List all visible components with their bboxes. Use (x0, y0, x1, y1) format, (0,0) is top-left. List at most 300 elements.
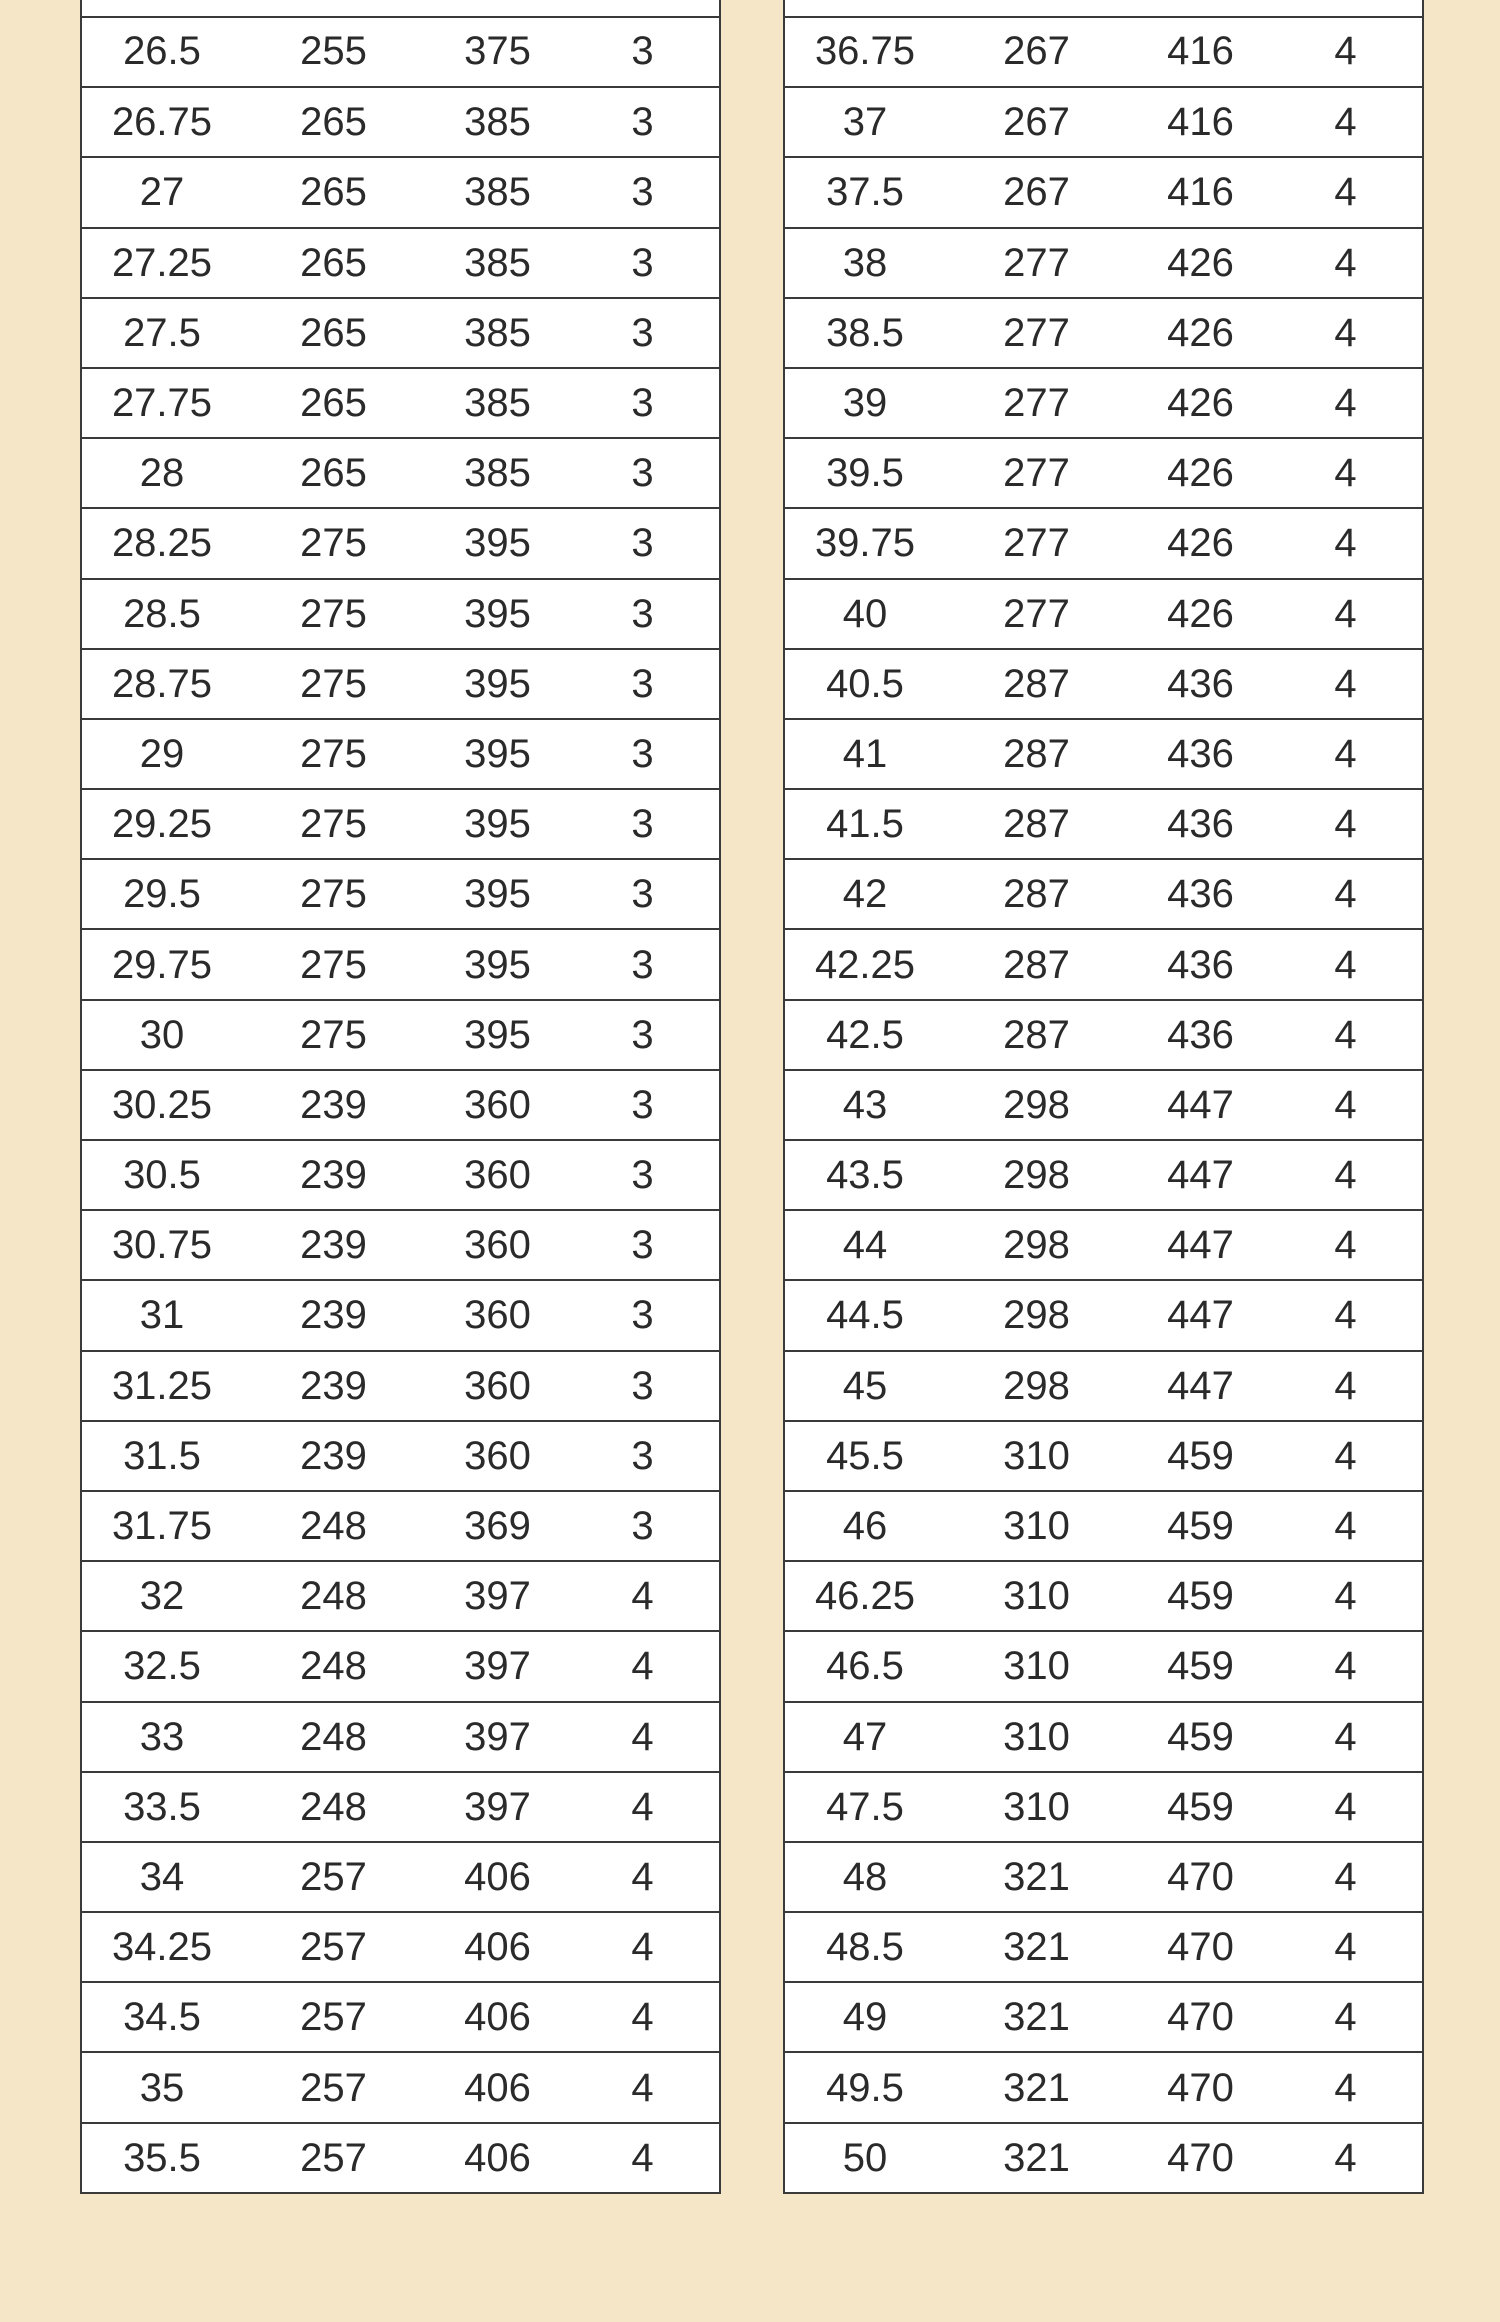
table-row (785, 507, 1422, 577)
table-cell: 3 (631, 381, 654, 426)
table-cell: 385 (464, 170, 531, 215)
table-row (785, 16, 1422, 86)
table-cell: 277 (1003, 451, 1070, 496)
table-row (785, 1981, 1422, 2051)
table-cell: 277 (1003, 381, 1070, 426)
table-cell: 275 (300, 661, 367, 706)
table-cell: 28.25 (111, 521, 213, 566)
table-row (82, 928, 719, 998)
table-cell: 4 (1334, 1574, 1357, 1619)
table-cell: 31.75 (111, 1504, 213, 1549)
table-cell: 287 (1003, 872, 1070, 917)
table-cell: 4 (1334, 1854, 1357, 1899)
table-cell: 4 (1334, 731, 1357, 776)
table-cell: 265 (300, 381, 367, 426)
table-cell: 3 (631, 731, 654, 776)
table-row (785, 1420, 1422, 1490)
table-row (82, 2122, 719, 2192)
table-cell: 267 (1003, 170, 1070, 215)
table-cell: 4 (1334, 1433, 1357, 1478)
table-cell: 397 (464, 1784, 531, 1829)
table-cell: 395 (464, 591, 531, 636)
table-cell: 4 (1334, 1012, 1357, 1057)
table-cell: 43 (842, 1082, 888, 1127)
table-cell: 239 (300, 1223, 367, 1268)
table-row (785, 788, 1422, 858)
table-cell: 275 (300, 1012, 367, 1057)
table-cell: 4 (1334, 1714, 1357, 1759)
table-cell: 360 (464, 1293, 531, 1338)
table-cell: 459 (1167, 1644, 1234, 1689)
table-row (785, 1841, 1422, 1911)
table-cell: 27.75 (111, 381, 213, 426)
table-cell: 4 (631, 1784, 654, 1829)
table-row (82, 858, 719, 928)
table-row (785, 297, 1422, 367)
table-cell: 4 (1334, 1082, 1357, 1127)
table-cell: 385 (464, 451, 531, 496)
table-cell: 248 (300, 1714, 367, 1759)
table-cell: 3 (631, 1504, 654, 1549)
table-cell: 34.5 (123, 1995, 201, 2040)
table-row (82, 2051, 719, 2121)
table-cell: 267 (1003, 29, 1070, 74)
table-row (82, 1069, 719, 1139)
table-cell: 397 (464, 1714, 531, 1759)
table-row (785, 999, 1422, 1069)
table-cell: 4 (631, 1925, 654, 1970)
table-cell: 265 (300, 100, 367, 145)
table-cell: 4 (1334, 381, 1357, 426)
table-cell: 4 (1334, 310, 1357, 355)
table-cell: 257 (300, 1925, 367, 1970)
table-cell: 4 (1334, 2135, 1357, 2180)
table-cell: 4 (1334, 661, 1357, 706)
table-cell: 321 (1003, 1854, 1070, 1899)
table-cell: 28.75 (111, 661, 213, 706)
table-row (82, 788, 719, 858)
table-top-edge (80, 0, 721, 18)
table-cell: 277 (1003, 310, 1070, 355)
table-row (82, 437, 719, 507)
table-row (785, 1701, 1422, 1771)
table-row (785, 578, 1422, 648)
table-cell: 32.5 (123, 1644, 201, 1689)
table-cell: 47.5 (826, 1784, 904, 1829)
table-cell: 248 (300, 1644, 367, 1689)
table-cell: 48 (842, 1854, 888, 1899)
table-row (82, 297, 719, 367)
table-cell: 395 (464, 872, 531, 917)
table-cell: 49.5 (826, 2065, 904, 2110)
table-cell: 3 (631, 1153, 654, 1198)
table-cell: 3 (631, 1433, 654, 1478)
table-cell: 360 (464, 1153, 531, 1198)
table-row (82, 1279, 719, 1349)
table-row (82, 1630, 719, 1700)
table-cell: 45.5 (826, 1433, 904, 1478)
table-cell: 416 (1167, 170, 1234, 215)
table-cell: 29.75 (111, 942, 213, 987)
table-row (82, 1841, 719, 1911)
table-cell: 321 (1003, 1995, 1070, 2040)
table-cell: 459 (1167, 1574, 1234, 1619)
table-cell: 4 (1334, 802, 1357, 847)
table-cell: 27 (139, 170, 185, 215)
table-cell: 4 (1334, 942, 1357, 987)
table-cell: 37.5 (826, 170, 904, 215)
table-row (785, 1209, 1422, 1279)
table-cell: 4 (1334, 100, 1357, 145)
table-cell: 310 (1003, 1504, 1070, 1549)
table-cell: 397 (464, 1574, 531, 1619)
table-cell: 26.75 (111, 100, 213, 145)
table-cell: 406 (464, 1925, 531, 1970)
table-cell: 436 (1167, 731, 1234, 776)
table-cell: 3 (631, 872, 654, 917)
table-row (82, 999, 719, 1069)
table-row (785, 718, 1422, 788)
table-row (82, 1209, 719, 1279)
table-cell: 4 (1334, 1153, 1357, 1198)
table-row (785, 1560, 1422, 1630)
table-cell: 47 (842, 1714, 888, 1759)
table-cell: 31.25 (111, 1363, 213, 1408)
table-cell: 42.25 (814, 942, 916, 987)
table-cell: 426 (1167, 310, 1234, 355)
table-top-edge (783, 0, 1424, 18)
table-row (785, 1490, 1422, 1560)
table-row (82, 718, 719, 788)
table-cell: 298 (1003, 1223, 1070, 1268)
table-cell: 30.75 (111, 1223, 213, 1268)
table-cell: 395 (464, 1012, 531, 1057)
table-cell: 33 (139, 1714, 185, 1759)
table-cell: 4 (1334, 2065, 1357, 2110)
table-cell: 470 (1167, 2065, 1234, 2110)
table-cell: 39.5 (826, 451, 904, 496)
table-cell: 298 (1003, 1293, 1070, 1338)
table-cell: 4 (1334, 1784, 1357, 1829)
table-cell: 30.25 (111, 1082, 213, 1127)
table-cell: 30.5 (123, 1153, 201, 1198)
table-cell: 3 (631, 591, 654, 636)
table-cell: 436 (1167, 1012, 1234, 1057)
table-cell: 4 (631, 1574, 654, 1619)
table-cell: 267 (1003, 100, 1070, 145)
table-cell: 277 (1003, 240, 1070, 285)
table-row (82, 1420, 719, 1490)
table-cell: 34 (139, 1854, 185, 1899)
table-cell: 33.5 (123, 1784, 201, 1829)
table-cell: 310 (1003, 1644, 1070, 1689)
table-cell: 321 (1003, 1925, 1070, 1970)
table-cell: 42 (842, 872, 888, 917)
left-table (80, 16, 721, 2194)
table-cell: 385 (464, 240, 531, 285)
table-cell: 4 (1334, 1644, 1357, 1689)
table-cell: 321 (1003, 2065, 1070, 2110)
table-row (82, 1771, 719, 1841)
table-row (785, 648, 1422, 718)
table-cell: 310 (1003, 1784, 1070, 1829)
table-cell: 360 (464, 1433, 531, 1478)
table-row (785, 86, 1422, 156)
table-cell: 4 (631, 2135, 654, 2180)
table-cell: 395 (464, 661, 531, 706)
table-row (82, 578, 719, 648)
table-cell: 406 (464, 2135, 531, 2180)
table-cell: 248 (300, 1574, 367, 1619)
table-cell: 4 (631, 1644, 654, 1689)
table-cell: 28 (139, 451, 185, 496)
table-row (785, 367, 1422, 437)
table-cell: 3 (631, 240, 654, 285)
table-row (82, 1139, 719, 1209)
table-row (82, 1350, 719, 1420)
table-cell: 385 (464, 100, 531, 145)
table-cell: 39.75 (814, 521, 916, 566)
table-cell: 4 (1334, 1223, 1357, 1268)
table-cell: 459 (1167, 1784, 1234, 1829)
table-cell: 40.5 (826, 661, 904, 706)
table-cell: 257 (300, 2135, 367, 2180)
table-cell: 4 (1334, 29, 1357, 74)
table-cell: 4 (631, 1854, 654, 1899)
table-cell: 265 (300, 310, 367, 355)
table-row (785, 1069, 1422, 1139)
table-cell: 27.25 (111, 240, 213, 285)
table-cell: 397 (464, 1644, 531, 1689)
table-cell: 239 (300, 1153, 367, 1198)
table-row (785, 1771, 1422, 1841)
table-cell: 50 (842, 2135, 888, 2180)
table-row (82, 507, 719, 577)
table-cell: 3 (631, 1293, 654, 1338)
table-cell: 310 (1003, 1714, 1070, 1759)
table-cell: 4 (1334, 872, 1357, 917)
table-row (82, 227, 719, 297)
table-cell: 265 (300, 451, 367, 496)
table-cell: 3 (631, 1012, 654, 1057)
table-cell: 46.5 (826, 1644, 904, 1689)
table-cell: 426 (1167, 381, 1234, 426)
table-row (785, 1139, 1422, 1209)
table-row (785, 227, 1422, 297)
table-cell: 42.5 (826, 1012, 904, 1057)
table-cell: 38 (842, 240, 888, 285)
table-cell: 257 (300, 1995, 367, 2040)
table-cell: 248 (300, 1784, 367, 1829)
table-row (785, 1279, 1422, 1349)
table-cell: 375 (464, 29, 531, 74)
table-cell: 275 (300, 872, 367, 917)
table-cell: 277 (1003, 591, 1070, 636)
table-cell: 470 (1167, 2135, 1234, 2180)
table-cell: 4 (1334, 1363, 1357, 1408)
table-cell: 44.5 (826, 1293, 904, 1338)
table-cell: 46.25 (814, 1574, 916, 1619)
table-cell: 29 (139, 731, 185, 776)
table-cell: 35 (139, 2065, 185, 2110)
table-row (82, 156, 719, 226)
table-cell: 4 (1334, 1504, 1357, 1549)
table-cell: 4 (631, 1995, 654, 2040)
table-cell: 36.75 (814, 29, 916, 74)
table-cell: 275 (300, 731, 367, 776)
table-row (82, 16, 719, 86)
table-cell: 48.5 (826, 1925, 904, 1970)
table-cell: 426 (1167, 521, 1234, 566)
table-row (82, 1490, 719, 1560)
table-cell: 395 (464, 802, 531, 847)
table-cell: 459 (1167, 1504, 1234, 1549)
table-cell: 4 (1334, 451, 1357, 496)
table-cell: 287 (1003, 942, 1070, 987)
table-cell: 459 (1167, 1433, 1234, 1478)
table-row (785, 1911, 1422, 1981)
table-cell: 470 (1167, 1854, 1234, 1899)
table-cell: 406 (464, 1995, 531, 2040)
table-cell: 4 (1334, 521, 1357, 566)
table-cell: 447 (1167, 1363, 1234, 1408)
table-cell: 470 (1167, 1995, 1234, 2040)
table-cell: 298 (1003, 1082, 1070, 1127)
table-cell: 265 (300, 240, 367, 285)
table-cell: 3 (631, 451, 654, 496)
table-cell: 360 (464, 1363, 531, 1408)
table-cell: 41.5 (826, 802, 904, 847)
table-cell: 360 (464, 1223, 531, 1268)
table-cell: 40 (842, 591, 888, 636)
table-row (82, 1560, 719, 1630)
table-row (785, 437, 1422, 507)
table-cell: 3 (631, 1082, 654, 1127)
table-cell: 287 (1003, 802, 1070, 847)
table-cell: 38.5 (826, 310, 904, 355)
table-cell: 3 (631, 802, 654, 847)
table-cell: 26.5 (123, 29, 201, 74)
table-cell: 447 (1167, 1082, 1234, 1127)
table-cell: 255 (300, 29, 367, 74)
table-cell: 287 (1003, 1012, 1070, 1057)
table-cell: 44 (842, 1223, 888, 1268)
table-cell: 275 (300, 591, 367, 636)
table-cell: 310 (1003, 1574, 1070, 1619)
table-row (785, 1630, 1422, 1700)
table-cell: 4 (1334, 170, 1357, 215)
table-cell: 395 (464, 942, 531, 987)
table-cell: 41 (842, 731, 888, 776)
table-cell: 426 (1167, 451, 1234, 496)
table-row (82, 1981, 719, 2051)
table-cell: 385 (464, 310, 531, 355)
table-cell: 34.25 (111, 1925, 213, 1970)
table-cell: 45 (842, 1363, 888, 1408)
table-cell: 32 (139, 1574, 185, 1619)
table-cell: 257 (300, 2065, 367, 2110)
table-cell: 436 (1167, 661, 1234, 706)
table-cell: 31.5 (123, 1433, 201, 1478)
table-cell: 321 (1003, 2135, 1070, 2180)
table-cell: 239 (300, 1363, 367, 1408)
table-cell: 298 (1003, 1363, 1070, 1408)
table-cell: 470 (1167, 1925, 1234, 1970)
table-cell: 28.5 (123, 591, 201, 636)
table-cell: 43.5 (826, 1153, 904, 1198)
table-row (785, 156, 1422, 226)
table-cell: 29.25 (111, 802, 213, 847)
table-cell: 4 (1334, 1925, 1357, 1970)
table-cell: 3 (631, 942, 654, 987)
table-cell: 35.5 (123, 2135, 201, 2180)
table-row (785, 928, 1422, 998)
table-cell: 447 (1167, 1153, 1234, 1198)
table-cell: 4 (1334, 240, 1357, 285)
table-cell: 4 (631, 2065, 654, 2110)
table-cell: 29.5 (123, 872, 201, 917)
table-cell: 3 (631, 100, 654, 145)
table-cell: 385 (464, 381, 531, 426)
table-cell: 275 (300, 802, 367, 847)
table-row (785, 1350, 1422, 1420)
table-row (82, 648, 719, 718)
table-cell: 426 (1167, 240, 1234, 285)
table-cell: 395 (464, 521, 531, 566)
table-cell: 298 (1003, 1153, 1070, 1198)
table-cell: 31 (139, 1293, 185, 1338)
table-cell: 239 (300, 1082, 367, 1127)
table-cell: 287 (1003, 731, 1070, 776)
table-cell: 37 (842, 100, 888, 145)
table-cell: 360 (464, 1082, 531, 1127)
table-cell: 416 (1167, 29, 1234, 74)
table-cell: 459 (1167, 1714, 1234, 1759)
table-row (785, 858, 1422, 928)
table-cell: 46 (842, 1504, 888, 1549)
left-table-body (82, 16, 719, 2192)
table-cell: 395 (464, 731, 531, 776)
table-row (82, 367, 719, 437)
table-cell: 447 (1167, 1293, 1234, 1338)
table-cell: 27.5 (123, 310, 201, 355)
right-table (783, 16, 1424, 2194)
table-cell: 275 (300, 521, 367, 566)
table-row (82, 1701, 719, 1771)
table-cell: 265 (300, 170, 367, 215)
table-cell: 3 (631, 170, 654, 215)
table-cell: 4 (1334, 1293, 1357, 1338)
table-cell: 416 (1167, 100, 1234, 145)
table-row (785, 2051, 1422, 2121)
table-cell: 4 (1334, 591, 1357, 636)
table-cell: 30 (139, 1012, 185, 1057)
table-cell: 3 (631, 1223, 654, 1268)
table-cell: 406 (464, 1854, 531, 1899)
table-cell: 239 (300, 1293, 367, 1338)
table-cell: 3 (631, 310, 654, 355)
table-cell: 49 (842, 1995, 888, 2040)
table-cell: 3 (631, 29, 654, 74)
table-cell: 4 (631, 1714, 654, 1759)
table-row (82, 86, 719, 156)
table-cell: 3 (631, 661, 654, 706)
table-cell: 3 (631, 1363, 654, 1408)
table-cell: 39 (842, 381, 888, 426)
table-cell: 447 (1167, 1223, 1234, 1268)
table-cell: 257 (300, 1854, 367, 1899)
table-cell: 287 (1003, 661, 1070, 706)
